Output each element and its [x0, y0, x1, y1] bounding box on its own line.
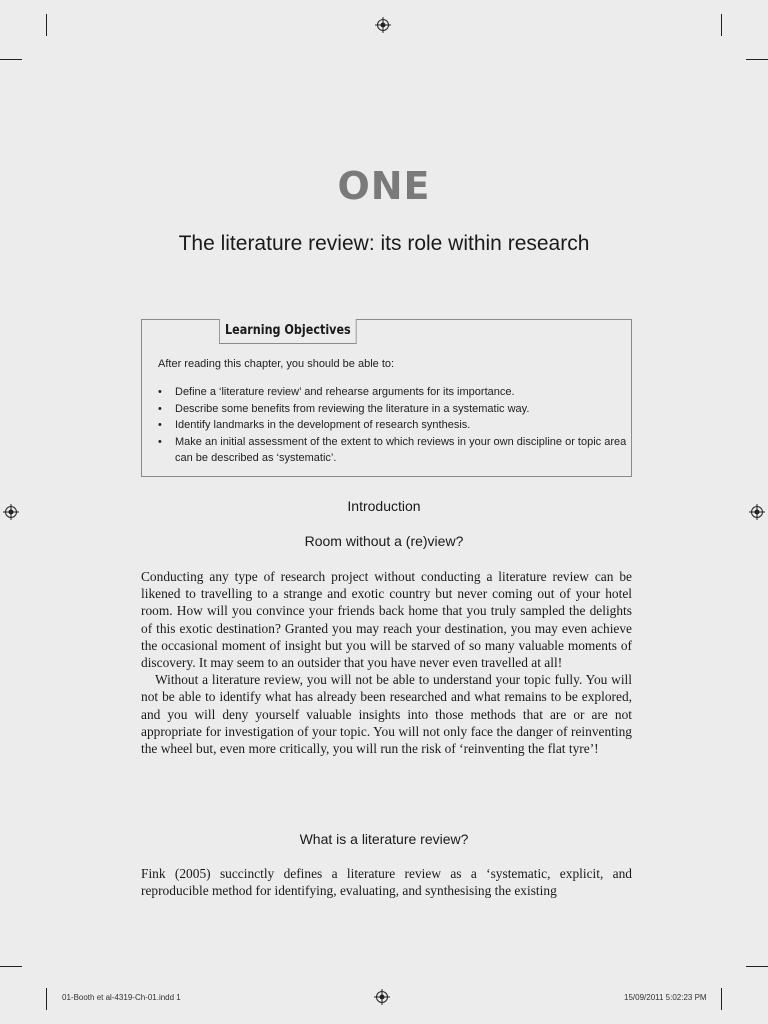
chapter-number: ONE	[337, 164, 431, 208]
body-text-block-1	[141, 568, 632, 757]
list-item: • Define a ‘literature review’ and rehearse arguments for its importance.	[158, 384, 628, 401]
section-heading-what-is: What is a literature review?	[299, 831, 469, 847]
list-item: • Identify landmarks in the development of research synthesis.	[158, 417, 628, 434]
chapter-title: The literature review: its role within research	[178, 232, 590, 255]
paragraph: Without a literature review, you will not be able to understand your topic fully. You will not be able to identify what has already been researched and what remains to be explored, and you will deny yourself valuable insights into those methods that are or are not appropriate for investigation of your topic. You will not only face the danger of reinventing the wheel but, even more critically, you will run the risk of ‘reinventing the flat tyre’!	[141, 672, 632, 757]
crop-mark-top-left	[46, 14, 47, 36]
crop-mark-left-bottom	[0, 966, 22, 967]
crop-mark-bottom-left	[46, 988, 47, 1010]
section-heading-introduction: Introduction	[347, 498, 421, 514]
list-item: • Make an initial assessment of the extent to which reviews in your own discipline or topic area can be described as ‘systematic’.	[158, 434, 628, 467]
paragraph: Fink (2005) succinctly defines a literature review as a ‘systematic, explicit, and reproducible method for identifying, evaluating, and synthesising the existing	[141, 866, 632, 899]
body-text-block-2	[141, 865, 632, 899]
list-item: • Describe some benefits from reviewing the literature in a systematic way.	[158, 401, 628, 418]
crop-mark-right-bottom	[746, 966, 768, 967]
registration-mark-icon	[374, 989, 390, 1005]
learning-objectives-box	[141, 319, 632, 477]
registration-mark-icon	[375, 17, 391, 33]
learning-objectives-heading: Learning Objectives	[219, 319, 357, 344]
crop-mark-right-top	[746, 59, 768, 60]
learning-objectives-intro: After reading this chapter, you should be able to:	[158, 358, 395, 370]
section-heading-room: Room without a (re)view?	[304, 533, 464, 549]
crop-mark-top-right	[721, 14, 722, 36]
crop-mark-left-top	[0, 59, 22, 60]
paragraph: Conducting any type of research project without conducting a literature review can be likened to travelling to a strange and exotic country but never coming out of your hotel room. How will you convince your friends back home that you truly sampled the delights of this exotic destination? Granted you may reach your destination, you may even achieve the occasional moment of insight but you will be starved of so many valuable moments of discovery. It may seem to an outsider that you have never even travelled at all!	[141, 569, 632, 671]
crop-mark-bottom-right	[721, 988, 722, 1010]
footer-file-name: 01-Booth et al-4319-Ch-01.indd 1	[62, 993, 181, 1002]
learning-objectives-list	[158, 384, 628, 467]
footer-timestamp: 15/09/2011 5:02:23 PM	[624, 993, 707, 1002]
